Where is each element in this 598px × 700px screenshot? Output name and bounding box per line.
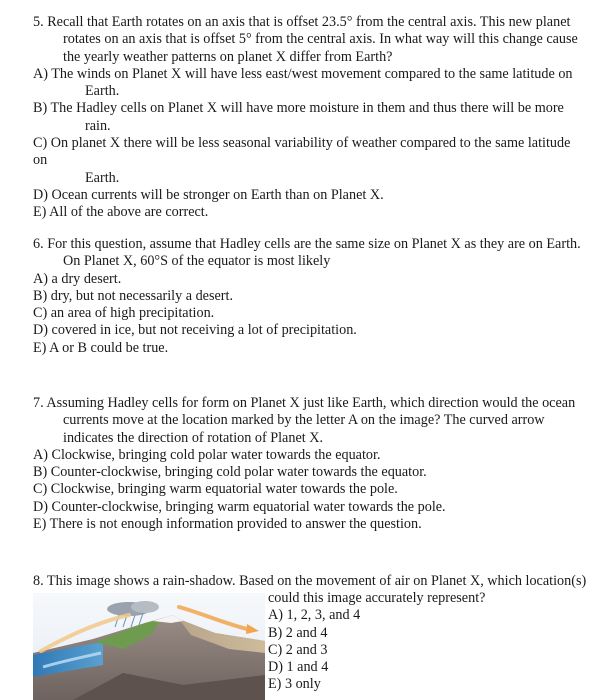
question-7 — [33, 395, 588, 533]
question-5-stem-line-2: rotates on an axis that is offset 5° from the central axis. In what way will this change cause — [63, 31, 578, 48]
question-6-stem-line-1: 6. For this question, assume that Hadley cells are the same size on Planet X as they are on Earth. — [33, 236, 581, 252]
question-7-option-a[interactable]: A) Clockwise, bringing cold polar water towards the equator. — [33, 446, 381, 463]
question-5-option-b-cont: rain. — [85, 117, 111, 134]
question-6 — [33, 236, 588, 357]
question-8-stem-line-1: 8. This image shows a rain-shadow. Based on the movement of air on Planet X, which location(s) — [33, 573, 587, 589]
question-5-option-e[interactable]: E) All of the above are correct. — [33, 204, 209, 221]
question-5-stem-line-1: 5. Recall that Earth rotates on an axis that is offset 23.5° from the central axis. This new planet — [33, 14, 571, 30]
question-8-option-b[interactable]: B) 2 and 4 — [268, 624, 328, 641]
question-5 — [33, 14, 588, 222]
question-7-stem-line-1: 7. Assuming Hadley cells for form on Planet X just like Earth, which direction would the ocean — [33, 395, 576, 411]
question-7-option-d[interactable]: D) Counter-clockwise, bringing warm equatorial water towards the pole. — [33, 498, 446, 515]
question-5-option-a-cont: Earth. — [85, 83, 120, 100]
question-7-option-c[interactable]: C) Clockwise, bringing warm equatorial water towards the pole. — [33, 481, 398, 498]
question-6-option-a[interactable]: A) a dry desert. — [33, 270, 122, 287]
question-6-option-e[interactable]: E) A or B could be true. — [33, 339, 169, 356]
question-8-option-c[interactable]: C) 2 and 3 — [268, 641, 328, 658]
question-5-option-b[interactable]: B) The Hadley cells on Planet X will have more moisture in them and thus there will be more — [33, 100, 564, 117]
question-5-option-a[interactable]: A) The winds on Planet X will have less east/west movement compared to the same latitude on — [33, 65, 573, 82]
question-6-option-d[interactable]: D) covered in ice, but not receiving a lot of precipitation. — [33, 322, 357, 339]
question-8-option-e[interactable]: E) 3 only — [268, 676, 321, 693]
question-5-option-d[interactable]: D) Ocean currents will be stronger on Earth than on Planet X. — [33, 186, 384, 203]
question-8-stem-line-2: could this image accurately represent? — [268, 590, 486, 606]
question-5-option-c[interactable]: C) On planet X there will be less seasonal variability of weather compared to the same latitude on — [33, 135, 571, 169]
question-8 — [33, 573, 588, 693]
question-7-option-e[interactable]: E) There is not enough information provided to answer the question. — [33, 516, 422, 533]
question-8-answer-column — [268, 590, 588, 694]
question-8-option-d[interactable]: D) 1 and 4 — [268, 659, 329, 676]
question-6-stem-line-2: On Planet X, 60°S of the equator is most likely — [63, 253, 331, 270]
rain-shadow-illustration — [33, 593, 265, 700]
question-7-stem-line-3: indicates the direction of rotation of Planet X. — [63, 429, 324, 446]
question-6-option-b[interactable]: B) dry, but not necessarily a desert. — [33, 287, 234, 304]
question-5-option-c-cont: Earth. — [85, 169, 120, 186]
question-8-option-a[interactable]: A) 1, 2, 3, and 4 — [268, 607, 361, 624]
question-7-stem-line-2: currents move at the location marked by the letter A on the image? The curved arrow — [63, 412, 545, 429]
question-5-stem-line-3: the yearly weather patterns on planet X differ from Earth? — [63, 48, 393, 65]
question-7-option-b[interactable]: B) Counter-clockwise, bringing cold polar water towards the equator. — [33, 464, 427, 481]
question-6-option-c[interactable]: C) an area of high precipitation. — [33, 305, 215, 322]
